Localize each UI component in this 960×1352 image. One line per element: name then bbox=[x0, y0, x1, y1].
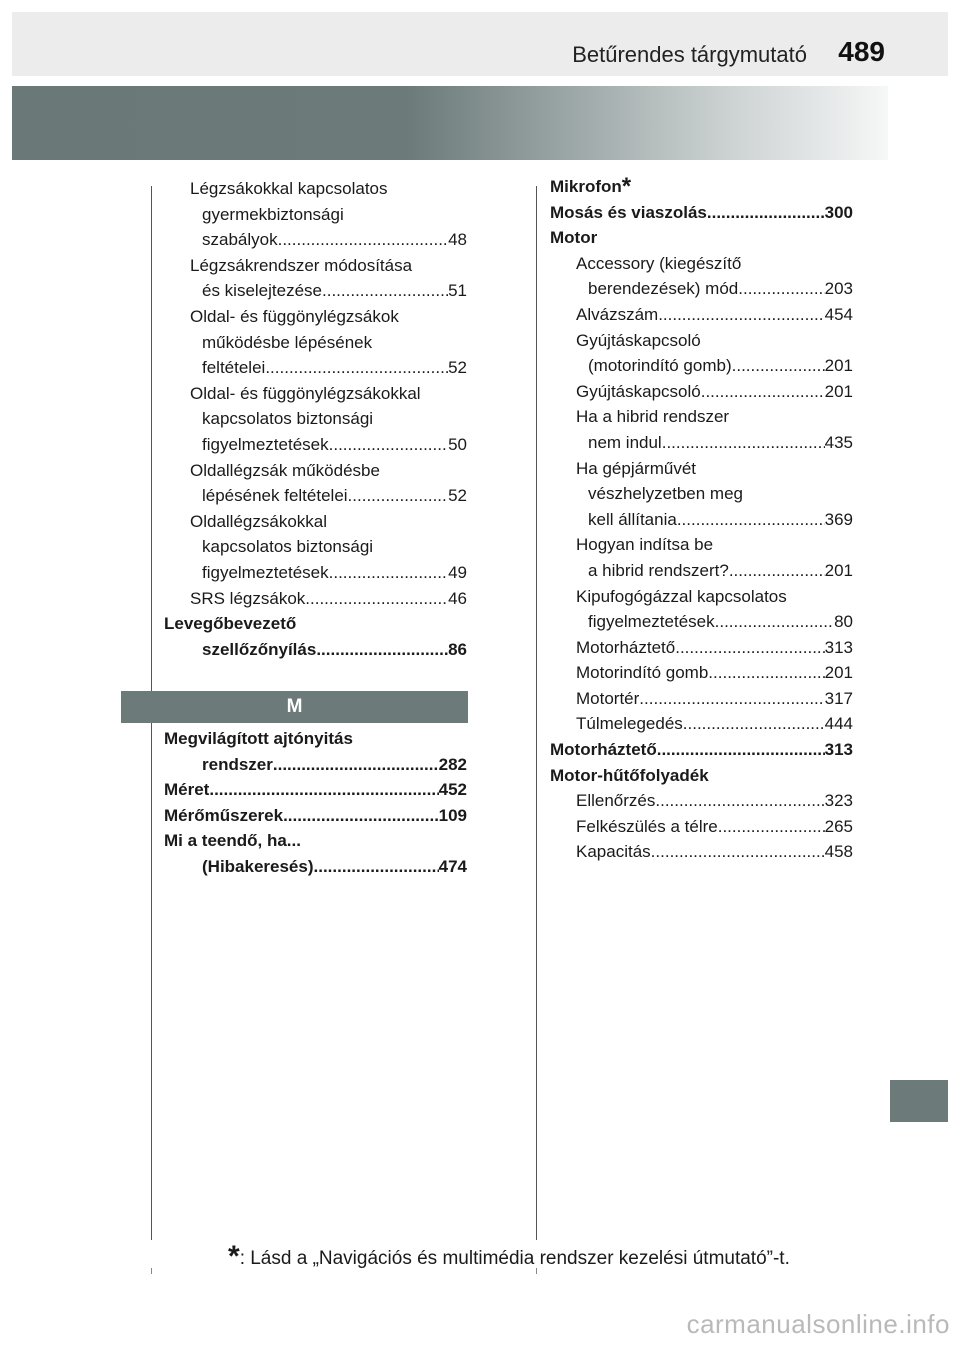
dot-leader bbox=[707, 200, 825, 226]
index-entry-text: Ha a hibrid rendszer bbox=[576, 407, 730, 427]
header-banner bbox=[12, 86, 888, 160]
index-entry bbox=[164, 253, 467, 279]
index-entry-text: Motor-hűtőfolyadék bbox=[550, 765, 709, 785]
index-entry bbox=[550, 814, 853, 840]
index-entry-text: és kiselejtezése bbox=[202, 281, 323, 301]
index-entry bbox=[550, 353, 853, 379]
section-letter-band: M bbox=[121, 691, 468, 723]
index-column-right bbox=[550, 172, 853, 865]
index-entry-text: Oldal- és függönylégzsákokkal bbox=[190, 383, 421, 403]
index-entry-text: kell állítania bbox=[588, 509, 677, 529]
index-entry-text: Mi a teendő, ha... bbox=[164, 831, 301, 851]
index-entry bbox=[550, 379, 853, 405]
index-entry-text: Felkészülés a télre bbox=[576, 816, 718, 836]
index-entry bbox=[164, 483, 467, 509]
index-entry-text: figyelmeztetések bbox=[202, 434, 329, 454]
footnote-text: : Lásd a „Navigációs és multimédia rendszer kezelési útmutató”-t. bbox=[239, 1248, 790, 1269]
index-entry-text: Oldallégzsákokkal bbox=[190, 511, 328, 531]
index-entry bbox=[164, 534, 467, 560]
index-entry bbox=[550, 302, 853, 328]
index-entry-text: feltételei bbox=[202, 358, 266, 378]
index-entry-text: nem indul bbox=[588, 432, 662, 452]
index-entry-text: berendezések) mód bbox=[588, 279, 739, 299]
index-entry-text: Levegőbevezető bbox=[164, 614, 297, 634]
index-entry-text: szellőzőnyílás bbox=[202, 639, 317, 659]
index-entry bbox=[164, 304, 467, 330]
dot-leader bbox=[738, 276, 824, 302]
index-entry-text: figyelmeztetések bbox=[588, 612, 715, 632]
index-entry bbox=[550, 481, 853, 507]
index-entry bbox=[164, 458, 467, 484]
dot-leader bbox=[729, 558, 825, 584]
footnote bbox=[228, 1240, 790, 1274]
watermark: carmanualsonline.info bbox=[686, 1309, 950, 1339]
index-column-left-m bbox=[164, 726, 467, 880]
index-page-ref: 452 bbox=[438, 780, 467, 800]
index-entry-text: Mérőműszerek bbox=[164, 805, 284, 825]
index-entry-text: Túlmelegedés bbox=[576, 714, 683, 734]
index-entry bbox=[164, 406, 467, 432]
dot-leader bbox=[718, 814, 825, 840]
index-entry bbox=[550, 430, 853, 456]
header-bar bbox=[12, 12, 948, 76]
dot-leader bbox=[677, 507, 825, 533]
index-entry bbox=[164, 637, 467, 663]
footnote-star: * bbox=[228, 1240, 240, 1273]
dot-leader bbox=[348, 483, 449, 509]
index-entry-text: szabályok bbox=[202, 230, 278, 250]
index-entry-text: a hibrid rendszert? bbox=[588, 560, 729, 580]
dot-leader bbox=[305, 586, 448, 612]
dot-leader bbox=[265, 355, 448, 381]
index-page-ref: 201 bbox=[824, 560, 853, 580]
index-entry-text: Mikrofon bbox=[550, 177, 622, 196]
dot-leader bbox=[209, 777, 438, 803]
index-entry bbox=[164, 611, 467, 637]
page-number: 489 bbox=[838, 36, 885, 67]
index-entry bbox=[164, 726, 467, 752]
index-entry bbox=[550, 200, 853, 226]
dot-leader bbox=[651, 839, 825, 865]
index-page-ref: 52 bbox=[448, 486, 467, 506]
index-entry-text: Megvilágított ajtónyitás bbox=[164, 729, 353, 748]
index-entry bbox=[550, 660, 853, 686]
index-page-ref: 282 bbox=[438, 754, 467, 774]
index-entry-text: Motortér bbox=[576, 688, 640, 708]
index-page-ref: 323 bbox=[824, 791, 853, 811]
index-entry-text: Motor bbox=[550, 228, 598, 248]
index-entry bbox=[164, 560, 467, 586]
dot-leader bbox=[329, 560, 448, 586]
index-entry bbox=[164, 330, 467, 356]
index-entry bbox=[164, 227, 467, 253]
dot-leader bbox=[675, 635, 824, 661]
index-page-ref: 49 bbox=[448, 562, 467, 582]
index-entry bbox=[550, 584, 853, 610]
index-entry-text: SRS légzsákok bbox=[190, 588, 306, 608]
index-entry-text: Alvázszám bbox=[576, 304, 659, 324]
index-entry-text: Motorindító gomb bbox=[576, 663, 709, 683]
dot-leader bbox=[655, 788, 824, 814]
dot-leader bbox=[715, 609, 834, 635]
index-entry-text: Légzsákrendszer módosítása bbox=[190, 255, 413, 275]
index-page-ref: 317 bbox=[824, 688, 853, 708]
dot-leader bbox=[639, 686, 824, 712]
index-entry bbox=[164, 777, 467, 803]
dot-leader bbox=[283, 803, 439, 829]
index-entry-text: rendszer bbox=[202, 754, 273, 774]
index-column-left bbox=[164, 176, 467, 662]
index-page-ref: 435 bbox=[824, 432, 853, 452]
index-entry-text: Méret bbox=[164, 780, 210, 800]
index-entry bbox=[164, 509, 467, 535]
index-entry-text: Kipufogógázzal kapcsolatos bbox=[576, 586, 787, 606]
index-entry bbox=[550, 328, 853, 354]
index-entry-text: (Hibakeresés) bbox=[202, 856, 314, 876]
index-page-ref: 369 bbox=[824, 509, 853, 529]
footnote-marker: * bbox=[621, 172, 632, 200]
index-entry bbox=[550, 635, 853, 661]
index-page-ref: 203 bbox=[824, 279, 853, 299]
index-entry bbox=[550, 456, 853, 482]
index-entry-text: lépésének feltételei bbox=[202, 486, 348, 506]
index-entry bbox=[164, 381, 467, 407]
index-entry-text: kapcsolatos biztonsági bbox=[202, 537, 374, 557]
index-entry-text: gyermekbiztonsági bbox=[202, 204, 344, 224]
index-entry-text: Gyújtáskapcsoló bbox=[576, 330, 701, 350]
index-entry bbox=[550, 711, 853, 737]
dot-leader bbox=[329, 432, 448, 458]
index-page-ref: 50 bbox=[448, 434, 467, 454]
index-entry bbox=[164, 586, 467, 612]
index-page-ref: 51 bbox=[448, 281, 467, 301]
dot-leader bbox=[322, 278, 448, 304]
index-page-ref: 201 bbox=[824, 356, 853, 376]
dot-leader bbox=[658, 302, 824, 328]
index-page-ref: 300 bbox=[824, 202, 853, 222]
dot-leader bbox=[273, 752, 439, 778]
index-entry bbox=[550, 839, 853, 865]
dot-leader bbox=[683, 711, 825, 737]
index-entry-text: Motorháztető bbox=[550, 740, 657, 760]
index-entry-text: Kapacitás bbox=[576, 842, 651, 862]
index-entry-text: Gyújtáskapcsoló bbox=[576, 381, 701, 401]
index-entry bbox=[164, 803, 467, 829]
index-entry bbox=[550, 609, 853, 635]
dot-leader bbox=[278, 227, 448, 253]
page-title: Betűrendes tárgymutató bbox=[572, 42, 807, 67]
index-entry bbox=[550, 763, 853, 789]
index-page-ref: 201 bbox=[824, 663, 853, 683]
dot-leader bbox=[657, 737, 825, 763]
index-page-ref: 313 bbox=[824, 740, 853, 760]
index-entry bbox=[164, 278, 467, 304]
index-entry-text: Motorháztető bbox=[576, 637, 676, 657]
index-page-ref: 265 bbox=[824, 816, 853, 836]
index-page-ref: 454 bbox=[824, 304, 853, 324]
index-entry bbox=[164, 176, 467, 202]
index-entry-text: figyelmeztetések bbox=[202, 562, 329, 582]
index-entry bbox=[550, 276, 853, 302]
index-entry bbox=[550, 225, 853, 251]
index-entry bbox=[550, 404, 853, 430]
index-entry bbox=[550, 558, 853, 584]
column-divider-middle bbox=[536, 186, 537, 1240]
index-page-ref: 474 bbox=[438, 856, 467, 876]
index-entry bbox=[550, 507, 853, 533]
index-page-ref: 109 bbox=[438, 805, 467, 825]
index-entry-text: kapcsolatos biztonsági bbox=[202, 409, 374, 429]
index-entry bbox=[164, 202, 467, 228]
dot-leader bbox=[662, 430, 825, 456]
index-entry bbox=[550, 788, 853, 814]
dot-leader bbox=[732, 353, 825, 379]
index-entry-text: Légzsákokkal kapcsolatos bbox=[190, 179, 388, 198]
index-entry bbox=[164, 355, 467, 381]
index-entry-text: vészhelyzetben meg bbox=[588, 484, 743, 504]
index-entry-text: Oldallégzsák működésbe bbox=[190, 460, 380, 480]
index-entry bbox=[550, 737, 853, 763]
index-entry bbox=[164, 752, 467, 778]
index-entry bbox=[164, 854, 467, 880]
index-page-ref: 201 bbox=[824, 381, 853, 401]
index-entry-text: Ellenőrzés bbox=[576, 791, 656, 811]
dot-leader bbox=[314, 854, 439, 880]
index-page-ref: 80 bbox=[834, 612, 853, 632]
dot-leader bbox=[316, 637, 448, 663]
index-page-ref: 86 bbox=[448, 639, 467, 659]
index-entry bbox=[550, 532, 853, 558]
index-entry-text: Oldal- és függönylégzsákok bbox=[190, 306, 399, 326]
index-entry-text: Mosás és viaszolás bbox=[550, 202, 707, 222]
dot-leader bbox=[701, 379, 825, 405]
index-entry-text: (motorindító gomb) bbox=[588, 356, 732, 376]
index-entry-text: Hogyan indítsa be bbox=[576, 535, 714, 555]
dot-leader bbox=[708, 660, 824, 686]
index-entry bbox=[550, 686, 853, 712]
index-page-ref: 313 bbox=[824, 637, 853, 657]
index-page-ref: 52 bbox=[448, 358, 467, 378]
index-entry bbox=[164, 828, 467, 854]
index-page-ref: 458 bbox=[824, 842, 853, 862]
index-entry-text: Accessory (kiegészítő bbox=[576, 253, 742, 273]
index-entry bbox=[550, 174, 853, 200]
index-page-ref: 46 bbox=[448, 588, 467, 608]
index-page-ref: 444 bbox=[824, 714, 853, 734]
chapter-side-tab bbox=[890, 1080, 948, 1122]
crop-mark bbox=[151, 1268, 152, 1274]
index-entry-text: működésbe lépésének bbox=[202, 332, 373, 352]
index-entry bbox=[550, 251, 853, 277]
index-entry-text: Ha gépjárművét bbox=[576, 458, 697, 478]
index-page-ref: 48 bbox=[448, 230, 467, 250]
index-entry bbox=[164, 432, 467, 458]
